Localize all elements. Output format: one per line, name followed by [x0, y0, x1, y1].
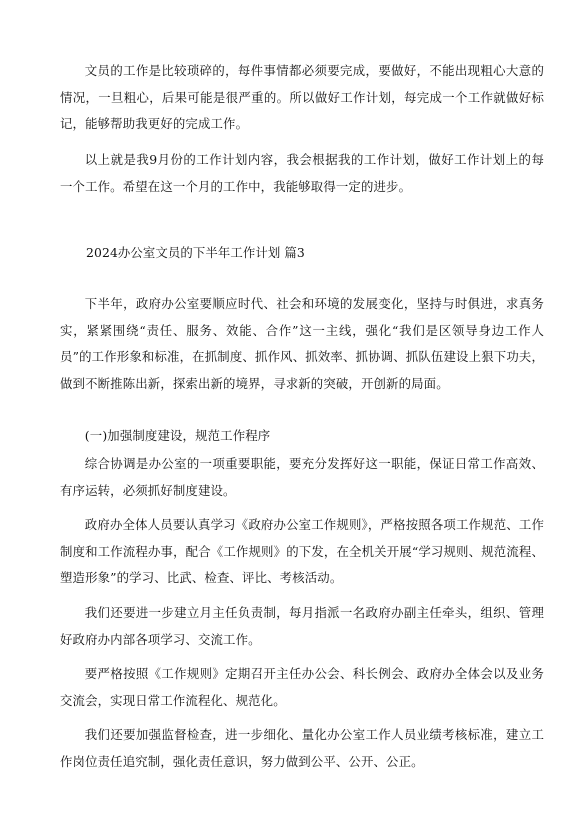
paragraph-regular-meetings: 要严格按照《工作规则》定期召开主任办公会、科长例会、政府办全体会以及业务交流会，实现日常工作流程化、规范化。 — [60, 666, 544, 708]
subheading-system-building: (一)加强制度建设，规范工作程序 — [84, 428, 271, 443]
paragraph-second-half-overview: 下半年，政府办公室要顺应时代、社会和环境的发展变化，坚持与时俱进，求真务实，紧紧围绕“责任、服务、效能、合作”这一主线，强化“我们是区领导身边工作人员”的工作形象和标准，在抓制度、抓作风、抓效率、抓协调、抓队伍建设上狠下功夫，做到不断推陈出新，探索出新的境界，寻求新的突破，开创新的局面。 — [60, 296, 544, 391]
paragraph-work-rules-study: 政府办全体人员要认真学习《政府办公室工作规则》，严格按照各项工作规范、工作制度和工作流程办事，配合《工作规则》的下发，在全机关开展“学习规则、规范流程、塑造形象”的学习、比武、检查、评比、考核活动。 — [60, 517, 544, 585]
section-title: 2024办公室文员的下半年工作计划 篇3 — [86, 245, 305, 260]
paragraph-monthly-director: 我们还要进一步建立月主任负责制，每月指派一名政府办副主任牵头，组织、管理好政府办内部各项学习、交流工作。 — [60, 605, 544, 647]
paragraph-clerk-work: 文员的工作是比较琐碎的，每件事情都必须要完成，要做好，不能出现粗心大意的情况，一旦粗心，后果可能是很严重的。所以做好工作计划，每完成一个工作就做好标记，能够帮助我更好的完成工作。 — [60, 63, 544, 131]
paragraph-supervision: 我们还要加强监督检查，进一步细化、量化办公室工作人员业绩考核标准，建立工作岗位责任追究制，强化责任意识，努力做到公平、公开、公正。 — [60, 727, 544, 769]
paragraph-september-summary: 以上就是我9月份的工作计划内容，我会根据我的工作计划，做好工作计划上的每一个工作。希望在这一个月的工作中，我能够取得一定的进步。 — [60, 152, 544, 194]
paragraph-coordination: 综合协调是办公室的一项重要职能，要充分发挥好这一职能，保证日常工作高效、有序运转，必须抓好制度建设。 — [60, 456, 544, 498]
